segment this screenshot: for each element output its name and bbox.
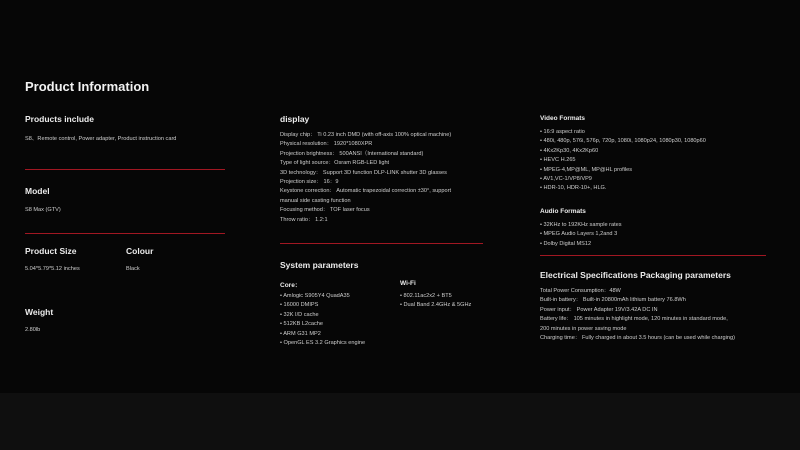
electrical-spec-line: Charging time： Fully charged in about 3.5 hours (can be used while charging) — [540, 335, 735, 342]
audio-format-item: • 32KHz to 192KHz sample rates — [540, 222, 622, 228]
weight-heading: Weight — [25, 307, 54, 317]
display-spec-line: Focusing method： TOF laser focus — [280, 207, 370, 214]
products-include-value: S8、Remote control, Power adapter, Product instruction card — [25, 136, 177, 142]
electrical-spec-line: 200 minutes in power saving mode — [540, 325, 627, 332]
video-format-item: • 480i, 480p, 576i, 576p, 720p, 1080i, 1080p24, 1080p30, 1080p60 — [540, 138, 706, 145]
audio-formats-list — [540, 221, 622, 249]
colour-heading: Colour — [126, 246, 154, 256]
display-specs-list — [280, 131, 451, 225]
wifi-heading: Wi-Fi — [400, 280, 416, 287]
display-spec-line: Physical resolution： 1920*1080XPR — [280, 141, 373, 148]
core-heading: Core： — [280, 282, 302, 289]
page-title: Product Information — [25, 79, 150, 94]
wifi-specs-list — [400, 292, 471, 311]
electrical-spec-line: Battery life： 105 minutes in highlight mode, 120 minutes in standard mode, — [540, 316, 728, 323]
video-format-item: • AV1,VC-1/VP8/VP9 — [540, 176, 592, 183]
electrical-spec-line: Power input： Power Adapter 19V/3.42A DC IN — [540, 306, 658, 313]
video-formats-heading: Video Formats — [540, 115, 586, 122]
products-include-heading: Products include — [25, 114, 94, 124]
wifi-spec-item: • Dual Band 2.4GHz & 5GHz — [400, 302, 472, 309]
weight-value: 2.80lb — [25, 327, 41, 333]
audio-format-item: • Dolby Digital MS12 — [540, 240, 592, 247]
model-heading: Model — [25, 186, 50, 196]
section-divider — [25, 169, 225, 170]
electrical-specs-list — [540, 287, 735, 343]
electrical-spec-line: Built-in battery： Built-in 20800mAh lithium battery 76.8Wh — [540, 297, 686, 304]
audio-formats-heading: Audio Formats — [540, 208, 586, 215]
core-spec-item: • 16000 DMIPS — [280, 302, 319, 309]
electrical-specs-heading: Electrical Specifications Packaging parameters — [540, 270, 731, 280]
audio-format-item: • MPEG Audio Layers 1,2and 3 — [540, 231, 618, 238]
section-divider — [540, 255, 766, 256]
video-formats-list — [540, 128, 706, 194]
video-format-item: • HEVC H.265 — [540, 157, 576, 164]
video-format-item: • MPEG-4,MP@ML, MP@HL profiles — [540, 166, 633, 173]
display-spec-line: 3D technology： Support 3D function DLP-LINK shutter 3D glasses — [280, 169, 447, 176]
display-spec-line: Projection brightness： 500ANSI（International standard) — [280, 150, 424, 157]
system-parameters-heading: System parameters — [280, 260, 359, 270]
video-format-item: • 16:9 aspect ratio — [540, 129, 585, 135]
section-divider — [25, 233, 225, 234]
core-specs-list — [280, 292, 365, 348]
wifi-spec-item: • 802.11ac2x2 + BT5 — [400, 293, 452, 299]
core-spec-item: • Amlogic S905Y4 QuadA35 — [280, 293, 350, 299]
model-value: S8 Max (GTV) — [25, 207, 61, 213]
product-size-value: 5.04*5.79*5.12 inches — [25, 266, 80, 272]
display-heading: display — [280, 114, 310, 124]
electrical-spec-line: Total Power Consumption：48W — [540, 288, 621, 294]
video-format-item: • HDR-10, HDR-10+, HLG. — [540, 185, 607, 192]
colour-value: Black — [126, 266, 140, 272]
core-spec-item: • 32K I/D cache — [280, 311, 319, 318]
video-format-item: • 4Kx2Kp30, 4Kx2Kp60 — [540, 147, 599, 154]
core-spec-item: • ARM G31 MP2 — [280, 330, 321, 337]
display-spec-line: Keystone correction： Automatic trapezoidal correction ±30°, support — [280, 188, 452, 195]
bottom-band — [0, 393, 800, 450]
display-spec-line: manual side casting function — [280, 197, 351, 204]
core-spec-item: • OpenGL ES 3.2 Graphics engine — [280, 340, 366, 347]
display-spec-line: Throw ratio： 1.2:1 — [280, 216, 328, 223]
display-spec-line: Display chip： Ti 0.23 inch DMD (with off-axis 100% optical machine) — [280, 132, 452, 138]
product-size-heading: Product Size — [25, 246, 77, 256]
section-divider — [280, 243, 483, 244]
core-spec-item: • 512KB L2cache — [280, 321, 324, 328]
display-spec-line: Projection size： 16：9 — [280, 179, 339, 186]
display-spec-line: Type of light source：Osram RGB-LED light — [280, 160, 390, 167]
